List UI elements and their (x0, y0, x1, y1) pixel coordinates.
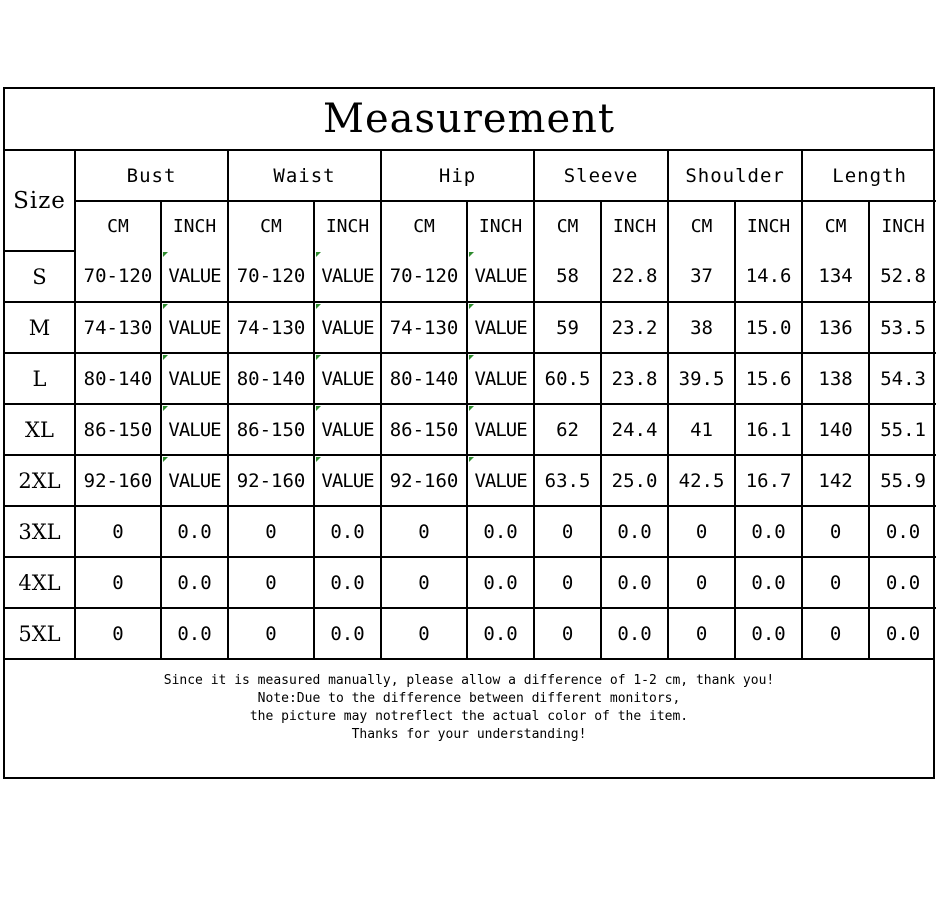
measure-cell: 24.4 (601, 404, 668, 455)
note-line: the picture may notreflect the actual color of the item. (249, 709, 689, 724)
measure-cell: VALUE (467, 404, 534, 455)
measure-cell: 0 (668, 557, 735, 608)
measure-cell: 16.1 (735, 404, 802, 455)
measure-cell: 0 (381, 608, 467, 658)
table-row (5, 506, 936, 557)
note-line: Thanks for your understanding! (351, 727, 587, 742)
size-cell: S (5, 251, 75, 302)
unit-header-cm: CM (534, 201, 601, 251)
group-header-waist: Waist (228, 151, 381, 201)
measure-cell: VALUE (161, 251, 228, 302)
note-line: Note:Due to the difference between different monitors, (257, 691, 681, 706)
measure-cell: 0 (381, 557, 467, 608)
unit-header-cm: CM (75, 201, 161, 251)
measure-cell: 86-150 (75, 404, 161, 455)
measure-cell: 80-140 (381, 353, 467, 404)
measure-cell: 92-160 (75, 455, 161, 506)
measure-cell: 0.0 (161, 608, 228, 658)
group-header-sleeve: Sleeve (534, 151, 668, 201)
size-cell: 5XL (5, 608, 75, 658)
group-header-length: Length (802, 151, 936, 201)
measure-cell: 0 (75, 557, 161, 608)
measure-cell: 58 (534, 251, 601, 302)
measure-cell: 62 (534, 404, 601, 455)
measure-cell: 0.0 (467, 557, 534, 608)
measure-cell: 0 (228, 506, 314, 557)
group-header-bust: Bust (75, 151, 228, 201)
measure-cell: 52.8 (869, 251, 936, 302)
measurement-chart (3, 87, 935, 779)
measure-cell: 0.0 (161, 506, 228, 557)
measure-cell: 0.0 (601, 608, 668, 658)
table-row (5, 557, 936, 608)
measure-cell: 92-160 (228, 455, 314, 506)
unit-header-row (5, 201, 936, 251)
measure-cell: 92-160 (381, 455, 467, 506)
measure-cell: 55.1 (869, 404, 936, 455)
measure-cell: 0.0 (601, 557, 668, 608)
measure-cell: 0 (228, 557, 314, 608)
unit-header-cm: CM (802, 201, 869, 251)
measure-cell: 0 (228, 608, 314, 658)
measure-cell: 0 (75, 608, 161, 658)
measure-cell: 54.3 (869, 353, 936, 404)
measure-cell: 14.6 (735, 251, 802, 302)
table-row (5, 404, 936, 455)
measure-cell: 42.5 (668, 455, 735, 506)
measure-cell: VALUE (161, 302, 228, 353)
measure-cell: 15.6 (735, 353, 802, 404)
measure-cell: 0.0 (161, 557, 228, 608)
measure-cell: 0.0 (601, 506, 668, 557)
unit-header-cm: CM (381, 201, 467, 251)
size-cell: L (5, 353, 75, 404)
measure-cell: 86-150 (381, 404, 467, 455)
measure-cell: 0 (802, 557, 869, 608)
measure-cell: 0 (381, 506, 467, 557)
measure-cell: 25.0 (601, 455, 668, 506)
measure-cell: 37 (668, 251, 735, 302)
unit-header-cm: CM (228, 201, 314, 251)
measure-cell: 74-130 (381, 302, 467, 353)
measure-cell: 136 (802, 302, 869, 353)
measure-cell: 39.5 (668, 353, 735, 404)
measure-cell: 38 (668, 302, 735, 353)
measure-cell: 55.9 (869, 455, 936, 506)
measure-cell: 70-120 (381, 251, 467, 302)
unit-header-cm: CM (668, 201, 735, 251)
note-line: Since it is measured manually, please allow a difference of 1-2 cm, thank you! (163, 673, 775, 688)
measure-cell: 0.0 (314, 557, 381, 608)
measure-cell: 70-120 (75, 251, 161, 302)
size-cell: M (5, 302, 75, 353)
measure-cell: 59 (534, 302, 601, 353)
measure-cell: 70-120 (228, 251, 314, 302)
notes (5, 658, 933, 756)
measure-cell: 86-150 (228, 404, 314, 455)
measure-cell: 0.0 (869, 506, 936, 557)
unit-header-inch: INCH (869, 201, 936, 251)
measure-cell: 0.0 (314, 506, 381, 557)
chart-title: Measurement (5, 89, 933, 151)
size-cell: 2XL (5, 455, 75, 506)
unit-header-inch: INCH (467, 201, 534, 251)
measure-cell: VALUE (467, 353, 534, 404)
measure-cell: 0 (534, 608, 601, 658)
group-header-shoulder: Shoulder (668, 151, 802, 201)
table-row (5, 455, 936, 506)
size-cell: XL (5, 404, 75, 455)
table-row (5, 302, 936, 353)
measure-cell: 0 (534, 506, 601, 557)
measure-cell: VALUE (314, 455, 381, 506)
measure-cell: 74-130 (228, 302, 314, 353)
measure-cell: 0.0 (869, 557, 936, 608)
size-rows (5, 251, 936, 658)
measure-cell: 0 (668, 608, 735, 658)
measure-cell: 138 (802, 353, 869, 404)
size-cell: 4XL (5, 557, 75, 608)
measure-cell: 16.7 (735, 455, 802, 506)
group-header-hip: Hip (381, 151, 534, 201)
measure-cell: 0 (534, 557, 601, 608)
measure-cell: 0.0 (735, 608, 802, 658)
unit-header-inch: INCH (601, 201, 668, 251)
table-row (5, 353, 936, 404)
measure-cell: VALUE (314, 404, 381, 455)
measure-cell: 80-140 (228, 353, 314, 404)
measure-cell: 41 (668, 404, 735, 455)
measure-cell: VALUE (467, 251, 534, 302)
measure-cell: 60.5 (534, 353, 601, 404)
measure-cell: 63.5 (534, 455, 601, 506)
measure-cell: 15.0 (735, 302, 802, 353)
unit-header-inch: INCH (161, 201, 228, 251)
table-row (5, 608, 936, 658)
measure-cell: 0 (75, 506, 161, 557)
size-table (5, 151, 936, 658)
measure-cell: 0.0 (869, 608, 936, 658)
measure-cell: 0.0 (735, 557, 802, 608)
measure-cell: 53.5 (869, 302, 936, 353)
measure-cell: VALUE (161, 353, 228, 404)
measure-cell: VALUE (314, 251, 381, 302)
measure-cell: 0 (802, 506, 869, 557)
measure-cell: 0 (802, 608, 869, 658)
size-cell: 3XL (5, 506, 75, 557)
measure-cell: VALUE (161, 455, 228, 506)
measure-cell: 0.0 (467, 608, 534, 658)
measure-cell: 80-140 (75, 353, 161, 404)
measure-cell: 0.0 (735, 506, 802, 557)
group-header-row (5, 151, 936, 201)
table-row (5, 251, 936, 302)
measure-cell: 0.0 (467, 506, 534, 557)
measure-cell: 23.2 (601, 302, 668, 353)
measure-cell: VALUE (467, 455, 534, 506)
measure-cell: VALUE (314, 302, 381, 353)
measure-cell: 23.8 (601, 353, 668, 404)
measure-cell: 74-130 (75, 302, 161, 353)
measure-cell: 140 (802, 404, 869, 455)
measure-cell: VALUE (314, 353, 381, 404)
measure-cell: 134 (802, 251, 869, 302)
measure-cell: 0 (668, 506, 735, 557)
measure-cell: 22.8 (601, 251, 668, 302)
size-header: Size (5, 151, 75, 251)
measure-cell: 0.0 (314, 608, 381, 658)
unit-header-inch: INCH (735, 201, 802, 251)
unit-header-inch: INCH (314, 201, 381, 251)
measure-cell: VALUE (161, 404, 228, 455)
measure-cell: VALUE (467, 302, 534, 353)
measure-cell: 142 (802, 455, 869, 506)
